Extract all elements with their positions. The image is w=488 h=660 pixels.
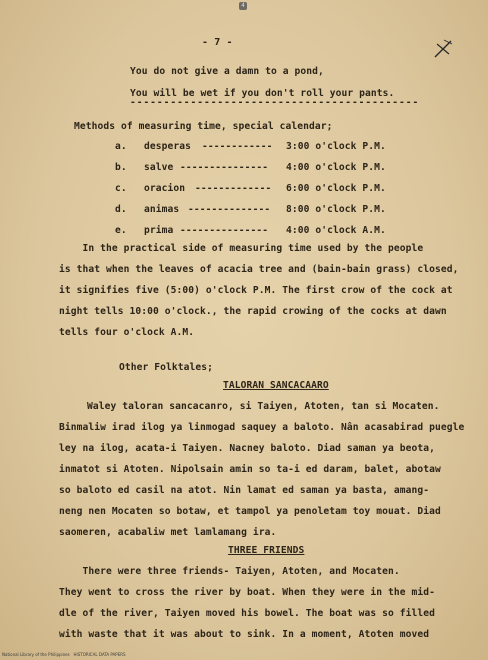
calendar-letter: a.: [115, 141, 127, 152]
practical-paragraph-line: it signifies five (5:00) o'clock P.M. The first crow of the cock at: [59, 285, 453, 296]
pen-check-mark: [432, 38, 454, 60]
english-paragraph-line: with waste that it was about to sink. In a moment, Atoten moved: [59, 629, 430, 640]
english-paragraph-line: They went to cross the river by boat. When they were in the mid-: [59, 587, 436, 598]
practical-paragraph-line: tells four o'clock A.M.: [59, 327, 195, 338]
practical-paragraph-line: In the practical side of measuring time used by the people: [59, 243, 424, 254]
practical-paragraph-line: is that when the leaves of acacia tree and (bain-bain grass) closed,: [59, 264, 459, 275]
calendar-dashes: ---------------: [180, 162, 269, 173]
calendar-letter: e.: [115, 225, 127, 236]
practical-paragraph-line: night tells 10:00 o'clock., the rapid crowing of the cocks at dawn: [59, 306, 447, 317]
calendar-dashes: -------------: [195, 183, 272, 194]
library-footer: National Library of the Philippines HISTORICAL DATA PAPERS: [2, 652, 126, 657]
english-title: THREE FRIENDS: [228, 545, 305, 556]
story-title: TALORAN SANCACAARO: [223, 380, 329, 391]
divider-line: -------------------------------------------: [130, 97, 420, 108]
calendar-time: 4:00 o'clock P.M.: [286, 162, 386, 173]
story-paragraph-line: inmatot si Atoten. Nipolsain amin so ta-i ed daram, balet, abotaw: [59, 464, 441, 475]
proverb-line-2: You will be wet if you don't roll your pants.: [130, 88, 395, 99]
page-clip-marker: 4: [239, 2, 247, 10]
calendar-dashes: ---------------: [180, 225, 269, 236]
story-paragraph-line: Binmaliw irad ilog ya linmogad saquey a baloto. Nân acasabirad puegle: [59, 422, 465, 433]
story-paragraph-line: Waley taloran sancacanro, si Taiyen, Atoten, tan si Mocaten.: [87, 401, 440, 412]
calendar-time: 8:00 o'clock P.M.: [286, 204, 386, 215]
english-paragraph-line: There were three friends- Taiyen, Atoten, and Mocaten.: [59, 566, 400, 577]
calendar-time: 4:00 o'clock A.M.: [286, 225, 386, 236]
calendar-name: desperas: [144, 141, 192, 152]
calendar-time: 3:00 o'clock P.M.: [286, 141, 386, 152]
calendar-time: 6:00 o'clock P.M.: [286, 183, 386, 194]
proverb-line-1: You do not give a damn to a pond,: [130, 66, 324, 77]
english-paragraph-line: dle of the river, Taiyen moved his bowel. The boat was so filled: [59, 608, 436, 619]
calendar-name: prima: [144, 225, 174, 236]
calendar-letter: b.: [115, 162, 127, 173]
story-paragraph-line: neng nen Mocaten so botaw, et tampol ya penoletam toy mouat. Diad: [59, 506, 441, 517]
calendar-name: animas: [144, 204, 180, 215]
calendar-letter: c.: [115, 183, 127, 194]
other-folktales-heading: Other Folktales;: [119, 362, 214, 373]
story-paragraph-line: ley na ilog, acata-i Taiyen. Nacney baloto. Diad saman ya beota,: [59, 443, 436, 454]
story-paragraph-line: saomeren, acabaliw met lamlamang ira.: [59, 527, 277, 538]
calendar-name: salve: [144, 162, 174, 173]
story-paragraph-line: so baloto ed casil na atot. Nin lamat ed saman ya basta, amang-: [59, 485, 430, 496]
calendar-dashes: --------------: [188, 204, 271, 215]
page-number: - 7 -: [202, 37, 233, 48]
calendar-heading: Methods of measuring time, special calendar;: [74, 121, 333, 132]
calendar-name: oracion: [144, 183, 186, 194]
calendar-dashes: ------------: [202, 141, 273, 152]
calendar-letter: d.: [115, 204, 127, 215]
